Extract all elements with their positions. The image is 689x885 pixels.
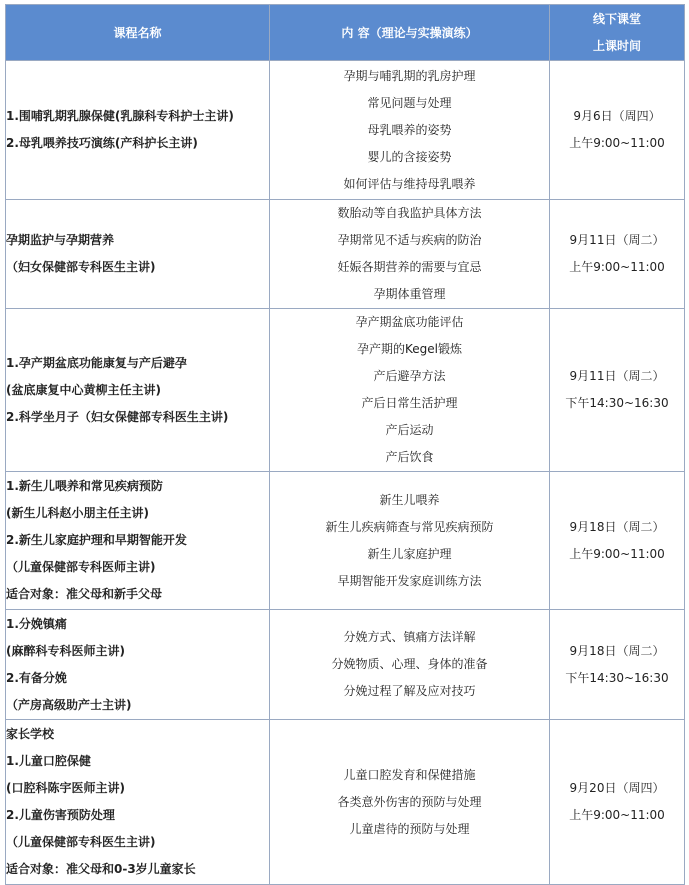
class-date: 9月18日（周二） <box>569 643 665 658</box>
content-line: 婴儿的含接姿势 <box>367 149 452 164</box>
course-cell <box>6 61 270 200</box>
course-line: 2.母乳喂养技巧演练(产科护长主讲) <box>6 136 198 150</box>
course-cell <box>6 472 270 610</box>
time-cell <box>550 309 685 472</box>
course-line: 2.科学坐月子（妇女保健部专科医生主讲) <box>6 409 229 424</box>
content-line: 早期智能开发家庭训练方法 <box>337 573 482 588</box>
course-line: 1.儿童口腔保健 <box>6 754 91 768</box>
class-date: 9月18日（周二） <box>569 519 665 534</box>
content-line: 产后避孕方法 <box>373 369 446 383</box>
course-line: 孕期监护与孕期营养 <box>6 233 115 247</box>
content-cell <box>270 610 550 720</box>
header-course-name: 课程名称 <box>6 5 270 61</box>
class-date: 9月6日（周四） <box>573 109 661 123</box>
course-line: (口腔科陈宇医师主讲) <box>6 781 125 795</box>
header-content: 内 容（理论与实操演练） <box>270 5 550 61</box>
course-line: (盆底康复中心黄柳主任主讲) <box>6 382 161 397</box>
content-line: 母乳喂养的姿势 <box>367 122 452 137</box>
course-line: 家长学校 <box>6 727 55 741</box>
time-cell <box>550 472 685 610</box>
course-cell <box>6 309 270 472</box>
table-row <box>6 472 685 610</box>
course-line: 1.孕产期盆底功能康复与产后避孕 <box>6 355 187 370</box>
header-class-time <box>550 5 685 61</box>
class-date: 9月11日（周二） <box>569 369 665 383</box>
course-line: 适合对象：准父母和0-3岁儿童家长 <box>6 862 196 876</box>
table-row <box>6 309 685 472</box>
course-line: 1.新生儿喂养和常见疾病预防 <box>6 479 163 493</box>
content-line: 孕产期的Kegel锻炼 <box>357 342 462 356</box>
course-line: 适合对象：准父母和新手父母 <box>6 587 163 601</box>
content-line: 数胎动等自我监护具体方法 <box>337 206 482 220</box>
header-time-line2: 上课时间 <box>592 38 641 53</box>
course-cell <box>6 720 270 885</box>
table-row <box>6 610 685 720</box>
class-time: 上午9:00~11:00 <box>569 136 665 150</box>
course-line: （产房高级助产士主讲) <box>6 697 132 712</box>
class-time: 下午14:30~16:30 <box>565 670 669 685</box>
content-cell <box>270 720 550 885</box>
class-time: 上午9:00~11:00 <box>569 808 665 822</box>
time-cell <box>550 61 685 200</box>
course-line: 1.分娩镇痛 <box>6 616 67 631</box>
content-line: 孕期体重管理 <box>373 287 446 301</box>
time-cell <box>550 610 685 720</box>
content-line: 新生儿家庭护理 <box>367 546 452 561</box>
course-line: 2.新生儿家庭护理和早期智能开发 <box>6 533 187 547</box>
course-line: (麻醉科专科医师主讲) <box>6 643 125 658</box>
content-line: 分娩方式、镇痛方法详解 <box>343 630 476 644</box>
course-line: 1.围哺乳期乳腺保健(乳腺科专科护士主讲) <box>6 109 234 123</box>
time-cell <box>550 720 685 885</box>
content-cell <box>270 309 550 472</box>
content-line: 妊娠各期营养的需要与宜忌 <box>337 260 482 274</box>
content-cell <box>270 472 550 610</box>
content-line: 如何评估与维持母乳喂养 <box>343 176 476 191</box>
table-header-row <box>6 5 685 61</box>
table-row <box>6 61 685 200</box>
content-line: 分娩过程了解及应对技巧 <box>343 684 476 698</box>
course-line: （儿童保健部专科医师主讲) <box>6 560 156 574</box>
table-row <box>6 720 685 885</box>
content-line: 新生儿疾病筛查与常见疾病预防 <box>325 519 494 534</box>
course-cell <box>6 200 270 309</box>
course-cell <box>6 610 270 720</box>
header-time-line1: 线下课堂 <box>592 11 641 26</box>
content-line: 常见问题与处理 <box>367 95 452 110</box>
content-line: 产后饮食 <box>385 450 434 464</box>
class-time: 上午9:00~11:00 <box>569 260 665 274</box>
content-line: 分娩物质、心理、身体的准备 <box>331 657 488 671</box>
course-line: （妇女保健部专科医生主讲) <box>6 260 156 274</box>
content-line: 儿童虐待的预防与处理 <box>349 821 470 836</box>
content-line: 各类意外伤害的预防与处理 <box>337 794 482 809</box>
content-cell <box>270 61 550 200</box>
content-line: 孕期与哺乳期的乳房护理 <box>343 68 476 83</box>
class-time: 下午14:30~16:30 <box>565 396 669 410</box>
class-time: 上午9:00~11:00 <box>569 546 665 561</box>
table-row <box>6 200 685 309</box>
course-schedule-table <box>5 4 685 885</box>
course-line: 2.有备分娩 <box>6 670 67 685</box>
content-cell <box>270 200 550 309</box>
content-line: 新生儿喂养 <box>379 492 440 507</box>
time-cell <box>550 200 685 309</box>
content-line: 孕产期盆底功能评估 <box>355 315 464 329</box>
content-line: 儿童口腔发育和保健措施 <box>343 767 476 782</box>
class-date: 9月20日（周四） <box>569 781 665 795</box>
course-line: （儿童保健部专科医生主讲) <box>6 835 156 849</box>
content-line: 产后运动 <box>385 423 434 437</box>
course-line: 2.儿童伤害预防处理 <box>6 808 115 822</box>
content-line: 孕期常见不适与疾病的防治 <box>337 233 482 247</box>
class-date: 9月11日（周二） <box>569 233 665 247</box>
course-line: (新生儿科赵小朋主任主讲) <box>6 506 149 520</box>
content-line: 产后日常生活护理 <box>361 396 458 410</box>
